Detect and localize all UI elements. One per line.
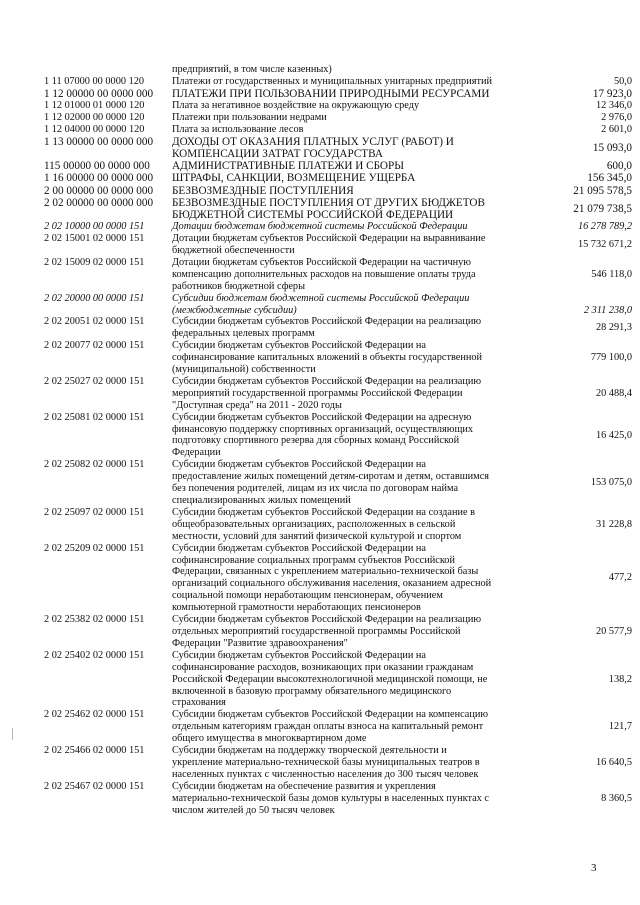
revenue-table-body: [44, 64, 632, 816]
budget-code-cell: 2 00 00000 00 0000 000: [44, 184, 154, 197]
item-name-cell: предприятий, в том числе казенных): [172, 64, 332, 75]
item-name-cell: Субсидии бюджетам бюджетной системы Российской Федерации (межбюджетные субсидии): [172, 292, 470, 316]
budget-code-cell: 2 02 00000 00 0000 000: [44, 196, 154, 209]
budget-code-cell: 2 02 25467 02 0000 151: [44, 780, 145, 792]
amount-cell: 16 640,5: [595, 756, 632, 768]
item-name-cell: Дотации бюджетам бюджетной системы Российской Федерации: [172, 221, 468, 233]
amount-cell: 12 346,0: [595, 100, 632, 112]
item-name-cell: Дотации бюджетам субъектов Российской Федерации на частичную компенсацию дополнительных расходов на повышение оплаты труда работников бюджетной сферы: [172, 256, 476, 292]
item-name-cell: Платежи от государственных и муниципальных унитарных предприятий: [172, 75, 492, 87]
amount-cell: 31 228,8: [595, 518, 632, 530]
table-row: [44, 76, 632, 88]
budget-code-cell: 1 12 04000 00 0000 120: [44, 123, 145, 135]
item-name-cell: Субсидии бюджетам на поддержку творческой деятельности и укрепление материально-технической базы муниципальных театров в населенных пунктах с численностью населения до 300 тысяч человек: [172, 745, 480, 780]
amount-cell: 21 079 738,5: [573, 202, 632, 215]
budget-code-cell: 2 02 20051 02 0000 151: [44, 316, 145, 328]
amount-cell: 17 923,0: [592, 87, 632, 100]
budget-code-cell: 1 11 07000 00 0000 120: [44, 75, 145, 87]
budget-code-cell: 2 02 20077 02 0000 151: [44, 340, 145, 352]
table-row: [44, 112, 632, 124]
budget-code-cell: 1 12 01000 01 0000 120: [44, 100, 145, 112]
amount-cell: 153 075,0: [590, 477, 632, 489]
budget-code-cell: 2 02 25466 02 0000 151: [44, 745, 145, 757]
table-row: [44, 221, 632, 233]
amount-cell: 15 093,0: [592, 141, 632, 154]
amount-cell: 15 732 671,2: [577, 239, 632, 251]
table-row: [44, 507, 632, 543]
table-row: [44, 160, 632, 172]
table-row: [44, 124, 632, 136]
amount-cell: 779 100,0: [590, 352, 632, 364]
budget-code-cell: 2 02 25382 02 0000 151: [44, 614, 145, 626]
table-row: [44, 100, 632, 112]
item-name-cell: Субсидии бюджетам субъектов Российской Федерации на предоставление жилых помещений детям-сиротам и детям, оставшимся без попечения родителей, лицам из их числа по договорам найма специализированных жилых помещений: [172, 459, 489, 506]
item-name-cell: Платежи при пользовании недрами: [172, 111, 327, 123]
amount-cell: 8 360,5: [601, 792, 632, 804]
budget-code-cell: 2 02 10000 00 0000 151: [44, 221, 145, 233]
amount-cell: 20 577,9: [595, 625, 632, 637]
amount-cell: 50,0: [613, 75, 632, 87]
amount-cell: 2 976,0: [601, 111, 632, 123]
budget-code-cell: 2 02 15009 02 0000 151: [44, 256, 145, 268]
table-row: [44, 185, 632, 197]
budget-code-cell: 2 02 15001 02 0000 151: [44, 233, 145, 245]
budget-code-cell: 1 12 00000 00 0000 000: [44, 87, 154, 100]
item-name-cell: Плата за негативное воздействие на окружающую среду: [172, 100, 420, 112]
budget-code-cell: 2 02 25081 02 0000 151: [44, 411, 145, 423]
table-row: [44, 650, 632, 710]
table-row: [44, 709, 632, 745]
table-row: [44, 340, 632, 376]
item-name-cell: Плата за использование лесов: [172, 123, 304, 135]
table-row: [44, 781, 632, 817]
amount-cell: 2 601,0: [601, 123, 632, 135]
item-name-cell: Субсидии бюджетам субъектов Российской Федерации на реализацию федеральных целевых программ: [172, 316, 482, 340]
table-row: [44, 172, 632, 184]
amount-cell: 121,7: [608, 721, 632, 733]
item-name-cell: Субсидии бюджетам субъектов Российской Федерации на софинансирование капитальных вложений в объекты государственной (муниципальной) собственности: [172, 340, 483, 376]
amount-cell: 28 291,3: [595, 322, 632, 334]
budget-code-cell: 1 16 00000 00 0000 000: [44, 172, 154, 185]
item-name-cell: Субсидии бюджетам субъектов Российской Федерации на софинансирование социальных программ субъектов Российской Федерации, связанных с укреплением материально-технической базы организаций социального обслуживания населения, оказанием адресной социальной помощи неработающим пенсионерам, обучением компьютерной грамотности неработающих пенсионеров: [172, 542, 492, 614]
revenue-table: [44, 64, 632, 816]
item-name-cell: ДОХОДЫ ОТ ОКАЗАНИЯ ПЛАТНЫХ УСЛУГ (РАБОТ) И КОМПЕНСАЦИИ ЗАТРАТ ГОСУДАРСТВА: [172, 135, 454, 160]
budget-code-cell: 2 02 25027 02 0000 151: [44, 375, 145, 387]
table-row: [44, 197, 632, 221]
amount-cell: 546 118,0: [591, 268, 632, 280]
budget-code-cell: 2 02 25097 02 0000 151: [44, 506, 145, 518]
item-name-cell: Субсидии бюджетам субъектов Российской Федерации на адресную финансовую поддержку спортивных организаций, осуществляющих подготовку спортивного резерва для сборных команд Российской Федерации: [172, 411, 474, 459]
table-row: [44, 376, 632, 412]
item-name-cell: Субсидии бюджетам субъектов Российской Федерации на софинансирование расходов, возникающих при оказании гражданам Российской Федерации высокотехнологичной медицинской помощи, не включенной в базовую программу обязательного медицинского страхования: [172, 649, 488, 709]
amount-cell: 600,0: [606, 160, 632, 173]
item-name-cell: БЕЗВОЗМЕЗДНЫЕ ПОСТУПЛЕНИЯ ОТ ДРУГИХ БЮДЖЕТОВ БЮДЖЕТНОЙ СИСТЕМЫ РОССИЙСКОЙ ФЕДЕРАЦИИ: [172, 196, 485, 221]
item-name-cell: БЕЗВОЗМЕЗДНЫЕ ПОСТУПЛЕНИЯ: [172, 184, 354, 197]
budget-code-cell: 2 02 25402 02 0000 151: [44, 649, 145, 661]
table-row: [44, 316, 632, 340]
item-name-cell: Субсидии бюджетам субъектов Российской Федерации на реализацию отдельных мероприятий государственной программы Российской Федерации "Развитие здравоохранения": [172, 614, 482, 649]
table-row: [44, 459, 632, 507]
amount-cell: 21 095 578,5: [573, 184, 632, 197]
budget-code-cell: 2 02 25209 02 0000 151: [44, 542, 145, 554]
table-row: [44, 257, 632, 293]
table-row: [44, 136, 632, 160]
item-name-cell: ПЛАТЕЖИ ПРИ ПОЛЬЗОВАНИИ ПРИРОДНЫМИ РЕСУРСАМИ: [172, 87, 490, 100]
amount-cell: 16 278 789,2: [577, 221, 632, 233]
table-row: [44, 745, 632, 781]
item-name-cell: Субсидии бюджетам субъектов Российской Федерации на создание в общеобразовательных организациях, расположенных в сельской местности, условий для занятий физической культурой и спортом: [172, 506, 476, 542]
budget-code-cell: 1 12 02000 00 0000 120: [44, 111, 145, 123]
item-name-cell: ШТРАФЫ, САНКЦИИ, ВОЗМЕЩЕНИЕ УЩЕРБА: [172, 172, 416, 185]
amount-cell: 20 488,4: [595, 387, 632, 399]
table-row: [44, 233, 632, 257]
table-row: [44, 293, 632, 317]
amount-cell: 2 311 238,0: [583, 304, 632, 316]
table-row: [44, 412, 632, 460]
item-name-cell: Субсидии бюджетам на обеспечение развития и укрепления материально-технической базы домов культуры в населенных пунктах с числом жителей до 50 тысяч человек: [172, 780, 489, 816]
budget-code-cell: [44, 64, 172, 76]
table-row: [44, 64, 632, 76]
item-name-cell: Дотации бюджетам субъектов Российской Федерации на выравнивание бюджетной обеспеченности: [172, 233, 486, 256]
amount-cell: 156 345,0: [587, 172, 632, 185]
table-row: [44, 543, 632, 614]
budget-code-cell: 1 13 00000 00 0000 000: [44, 135, 154, 148]
amount-cell: [500, 64, 632, 76]
item-name-cell: Субсидии бюджетам субъектов Российской Федерации на реализацию мероприятий государственной программы Российской Федерации "Доступная среда" на 2011 - 2020 годы: [172, 375, 482, 411]
scan-margin-mark: [12, 728, 13, 740]
item-name-cell: Субсидии бюджетам субъектов Российской Федерации на компенсацию отдельным категориям граждан оплаты взноса на капитальный ремонт общего имущества в многоквартирном доме: [172, 709, 489, 745]
amount-cell: 16 425,0: [595, 429, 632, 441]
budget-code-cell: 2 02 25462 02 0000 151: [44, 709, 145, 721]
item-name-cell: АДМИНИСТРАТИВНЫЕ ПЛАТЕЖИ И СБОРЫ: [172, 160, 404, 173]
budget-code-cell: 2 02 20000 00 0000 151: [44, 292, 145, 304]
amount-cell: 477,2: [608, 572, 632, 584]
amount-cell: 138,2: [608, 673, 632, 685]
budget-code-cell: 2 02 25082 02 0000 151: [44, 459, 145, 471]
page-number: 3: [591, 862, 597, 874]
budget-code-cell: 115 00000 00 0000 000: [44, 160, 150, 173]
table-row: [44, 88, 632, 100]
table-row: [44, 614, 632, 650]
